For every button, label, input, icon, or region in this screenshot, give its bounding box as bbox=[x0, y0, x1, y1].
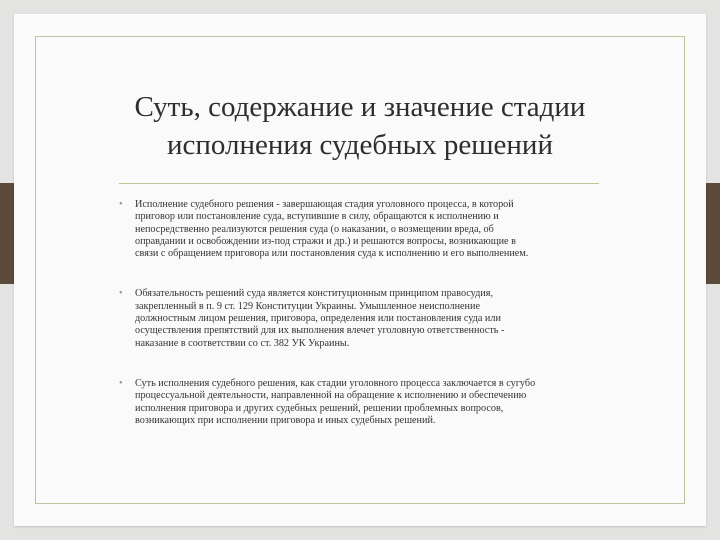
bullet-line: исполнения приговора и других судебных решений, решении проблемных вопросов, bbox=[135, 402, 504, 414]
bullet-text bbox=[135, 199, 619, 260]
bullet-line: должностным лицом решения, приговора, определения или постановления суда или bbox=[135, 313, 501, 325]
bullet-dot-icon: • bbox=[119, 288, 123, 300]
title-divider bbox=[119, 183, 599, 184]
bullet-line: оправдании и освобождении из-под стражи и др.) и решаются вопросы, возникающие в bbox=[135, 235, 516, 247]
bullet-line: Суть исполнения судебного решения, как стадии уголовного процесса заключается в сугубо bbox=[135, 377, 536, 389]
bullet-dot-icon: • bbox=[119, 377, 123, 389]
bullet-text bbox=[135, 288, 619, 349]
slide-title bbox=[74, 88, 646, 164]
bullet-line: Исполнение судебного решения - завершающая стадия уголовного процесса, в которой bbox=[135, 199, 514, 210]
bullet-line: Обязательность решений суда является конституционным принципом правосудия, bbox=[135, 288, 493, 300]
bullet-dot-icon: • bbox=[119, 199, 123, 210]
bullet-text bbox=[135, 378, 619, 427]
bullet-line: осуществления препятствий для их выполнения влечет уголовную ответственность - bbox=[135, 325, 505, 337]
bullet-line: процессуальной деятельности, направленной на обращение к исполнению и обеспечению bbox=[135, 390, 527, 402]
bullet-line: приговор или постановление суда, вступившие в силу, обращаются к исполнению и bbox=[135, 211, 499, 223]
bullet-line: связи с обращением приговора или постановления суда к исполнению и его выполнением. bbox=[135, 248, 529, 260]
bullet-line: закрепленный в п. 9 ст. 129 Конституции Украины. Умышленное неисполнение bbox=[135, 300, 480, 312]
bullet-line: непосредственно реализуются решения суда (о наказании, о возмещении вреда, об bbox=[135, 223, 494, 235]
slide bbox=[14, 14, 706, 526]
bullet-line: наказание в соответствии со ст. 382 УК Украины. bbox=[135, 337, 350, 349]
bullet-line: возникающих при исполнении приговора и иных судебных решений. bbox=[135, 414, 436, 426]
bullet-item bbox=[119, 378, 619, 427]
bullet-list bbox=[119, 199, 619, 455]
bullet-item bbox=[119, 199, 619, 260]
title-line: исполнения судебных решений bbox=[167, 129, 553, 161]
bullet-item bbox=[119, 288, 619, 349]
title-line: Суть, содержание и значение стадии bbox=[134, 91, 586, 123]
